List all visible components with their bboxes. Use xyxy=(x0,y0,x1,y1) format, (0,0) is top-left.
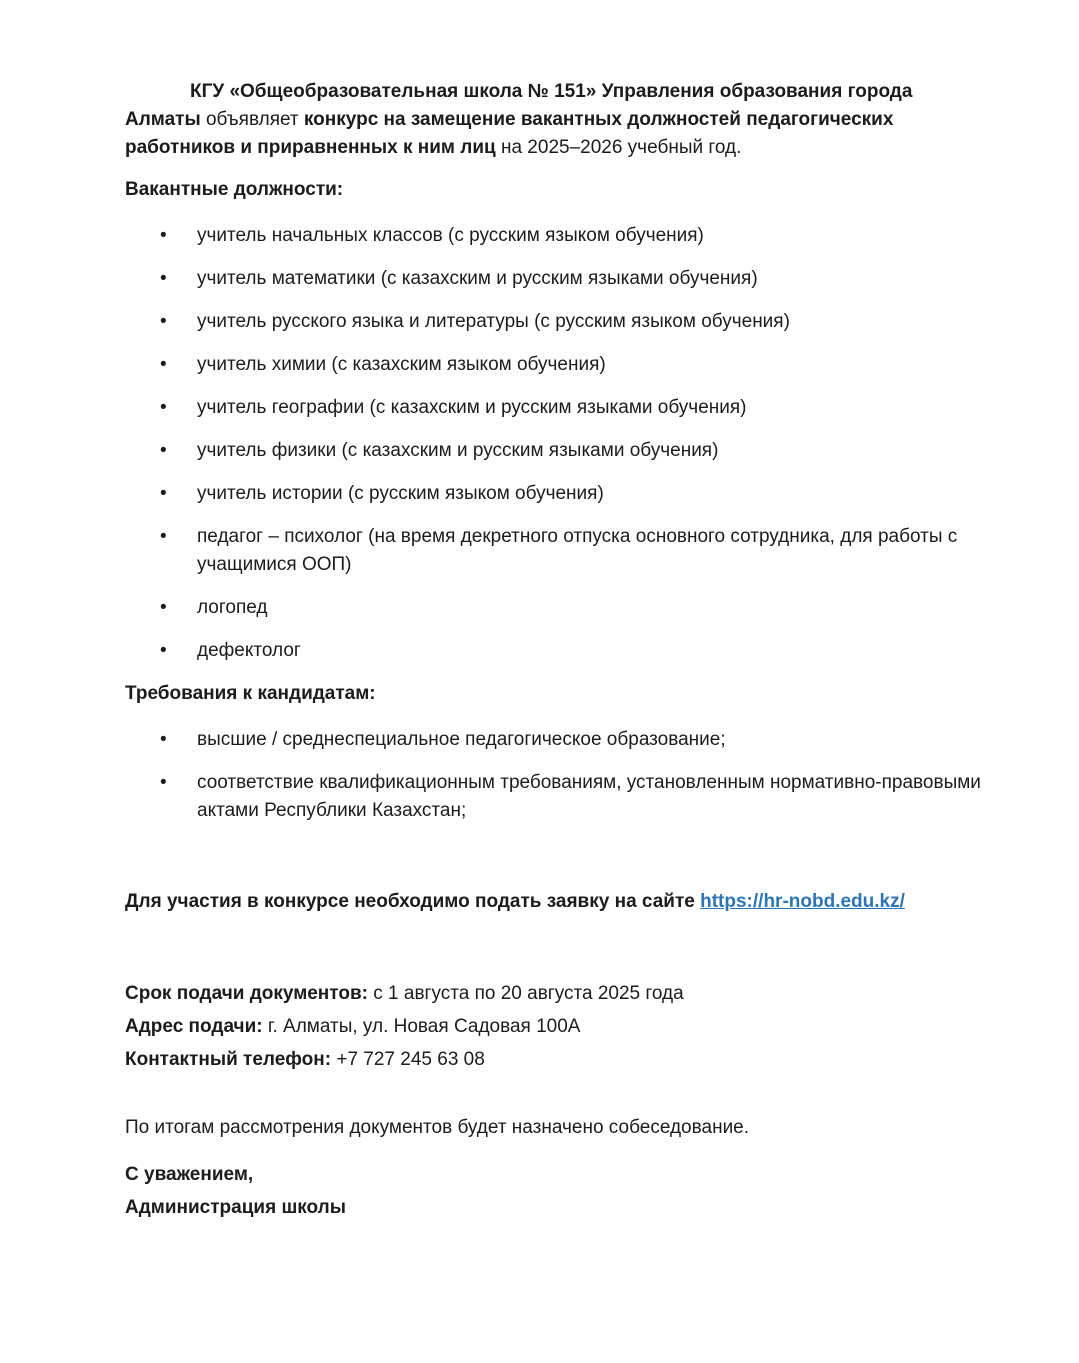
requirements-heading: Требования к кандидатам: xyxy=(125,683,376,704)
interview-note: По итогам рассмотрения документов будет назначено собеседование. xyxy=(125,1117,750,1138)
intro-paragraph xyxy=(125,78,985,162)
phone-line xyxy=(125,1046,985,1074)
application-paragraph xyxy=(125,888,985,916)
phone-value: +7 727 245 63 08 xyxy=(331,1049,485,1070)
deadline-label: Срок подачи документов: xyxy=(125,983,368,1004)
deadline-line xyxy=(125,980,985,1008)
vacancies-list xyxy=(125,222,985,665)
address-label: Адрес подачи: xyxy=(125,1016,263,1037)
intro-competition-text: конкурс на замещение вакантных должностей педагогических работников и приравненных к ним лиц xyxy=(125,109,894,158)
application-site-link[interactable]: https://hr-nobd.edu.kz/ xyxy=(700,891,905,912)
vacancy-list-item: • учитель истории (с русским языком обучения) xyxy=(125,480,985,508)
deadline-value: с 1 августа по 20 августа 2025 года xyxy=(367,983,684,1004)
phone-label: Контактный телефон: xyxy=(125,1049,332,1070)
closing-signature: Администрация школы xyxy=(125,1197,346,1218)
address-value: г. Алматы, ул. Новая Садовая 100А xyxy=(262,1016,581,1037)
vacancy-list-item: • педагог – психолог (на время декретного отпуска основного сотрудника, для работы с учащимися ООП) xyxy=(125,523,985,579)
address-line xyxy=(125,1013,985,1041)
requirement-list-item: • соответствие квалификационным требованиям, установленным нормативно-правовыми актами Республики Казахстан; xyxy=(125,769,985,825)
vacancy-list-item: • дефектолог xyxy=(125,637,985,665)
vacancy-list-item: • учитель географии (с казахским и русским языками обучения) xyxy=(125,394,985,422)
intro-year-text: на 2025–2026 учебный год. xyxy=(495,137,742,158)
closing-regards: С уважением, xyxy=(125,1164,254,1185)
vacancy-list-item: • учитель физики (с казахским и русским языками обучения) xyxy=(125,437,985,465)
application-instruction-text: Для участия в конкурсе необходимо подать заявку на сайте xyxy=(125,891,701,912)
vacancies-heading: Вакантные должности: xyxy=(125,179,344,200)
vacancy-list-item: • логопед xyxy=(125,594,985,622)
requirement-list-item: • высшие / среднеспециальное педагогическое образование; xyxy=(125,726,985,754)
vacancy-list-item: • учитель математики (с казахским и русским языками обучения) xyxy=(125,265,985,293)
vacancy-list-item: • учитель химии (с казахским языком обучения) xyxy=(125,351,985,379)
vacancy-list-item: • учитель начальных классов (с русским языком обучения) xyxy=(125,222,985,250)
vacancy-list-item: • учитель русского языка и литературы (с русским языком обучения) xyxy=(125,308,985,336)
requirements-list xyxy=(125,726,985,825)
intro-org-name: КГУ «Общеобразовательная школа № 151» Управления образования города Алматы xyxy=(125,81,913,130)
intro-announces-text: объявляет xyxy=(200,109,304,130)
